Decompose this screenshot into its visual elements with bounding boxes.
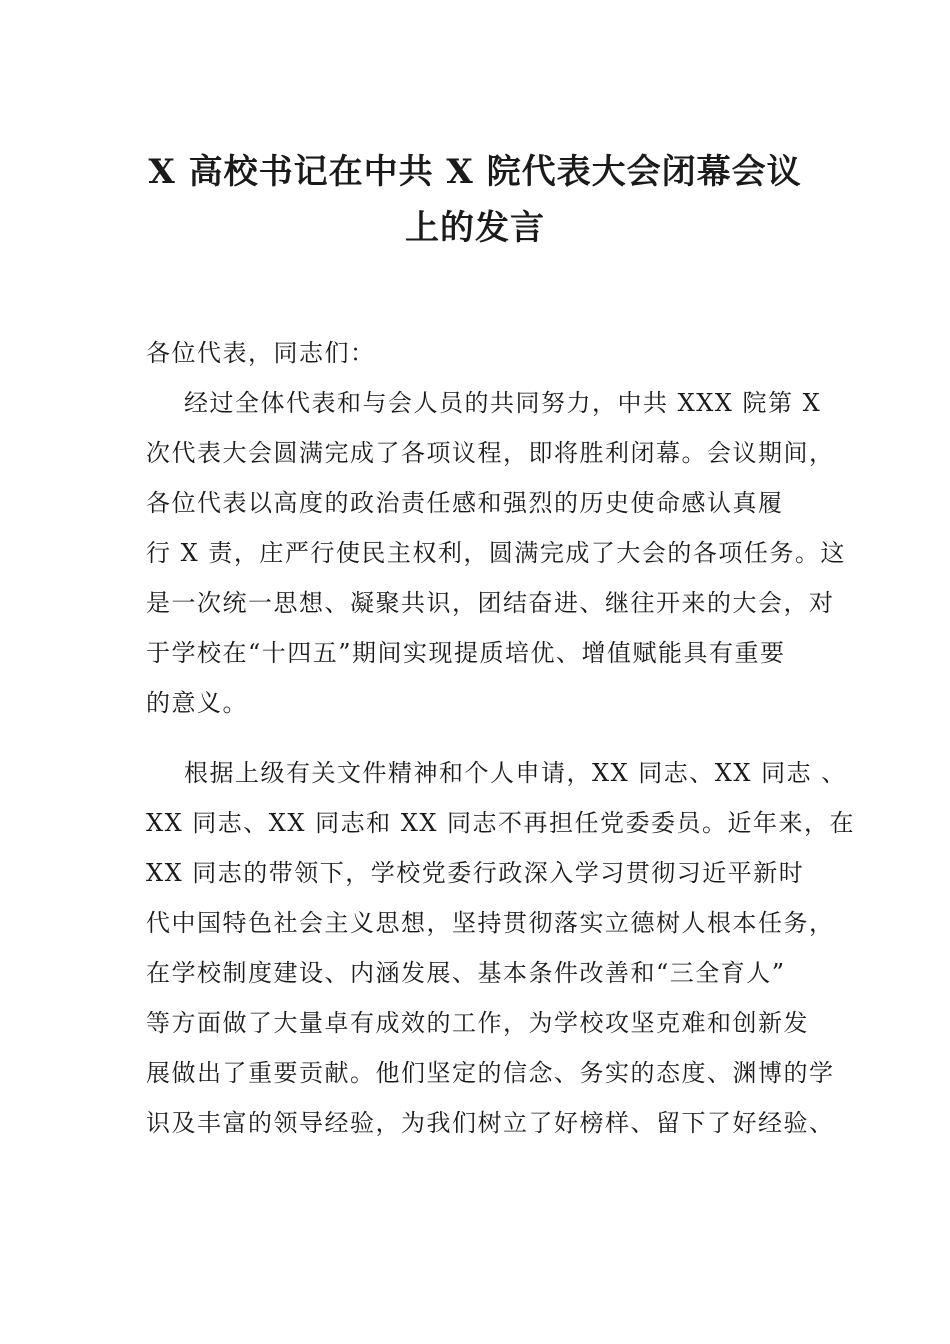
paragraph-2-line: XX 同志、XX 同志和 XX 同志不再担任党委委员。近年来，在: [146, 809, 856, 837]
paragraph-2-line: 在学校制度建设、内涵发展、基本条件改善和“三全育人”: [146, 959, 786, 987]
document-body: [146, 328, 856, 1148]
paragraph-2-line: 等方面做了大量卓有成效的工作，为学校攻坚克难和创新发: [146, 1009, 809, 1037]
paragraph-2-line: 根据上级有关文件精神和个人申请，XX 同志、XX 同志 、: [184, 759, 847, 787]
document-title: [120, 144, 830, 256]
paragraph-2: [146, 748, 856, 1148]
title-line-1: X 高校书记在中共 X 院代表大会闭幕会议: [148, 152, 802, 192]
salutation: 各位代表，同志们：: [146, 339, 376, 367]
paragraph-1-line: 于学校在“十四五”期间实现提质培优、增值赋能具有重要: [146, 639, 786, 667]
paragraph-1-line: 行 X 责，庄严行使民主权利，圆满完成了大会的各项任务。这: [146, 539, 846, 567]
paragraph-2-line: 识及丰富的领导经验，为我们树立了好榜样、留下了好经验、: [146, 1109, 835, 1137]
paragraph-spacer: [146, 728, 826, 748]
paragraph-1-line: 是一次统一思想、凝聚共识，团结奋进、继往开来的大会，对: [146, 589, 835, 617]
paragraph-2-line: XX 同志的带领下，学校党委行政深入学习贯彻习近平新时: [146, 859, 805, 887]
paragraph-1-line: 各位代表以高度的政治责任感和强烈的历史使命感认真履: [146, 489, 784, 517]
paragraph-1-line: 次代表大会圆满完成了各项议程，即将胜利闭幕。会议期间，: [146, 439, 835, 467]
paragraph-2-line: 代中国特色社会主义思想，坚持贯彻落实立德树人根本任务，: [146, 909, 835, 937]
paragraph-2-line: 展做出了重要贡献。他们坚定的信念、务实的态度、渊博的学: [146, 1059, 835, 1087]
paragraph-1-line: 的意义。: [146, 689, 248, 717]
paragraph-1: [146, 378, 846, 728]
title-line-2: 上的发言: [405, 208, 545, 248]
paragraph-1-line: 经过全体代表和与会人员的共同努力，中共 XXX 院第 X: [184, 389, 822, 417]
